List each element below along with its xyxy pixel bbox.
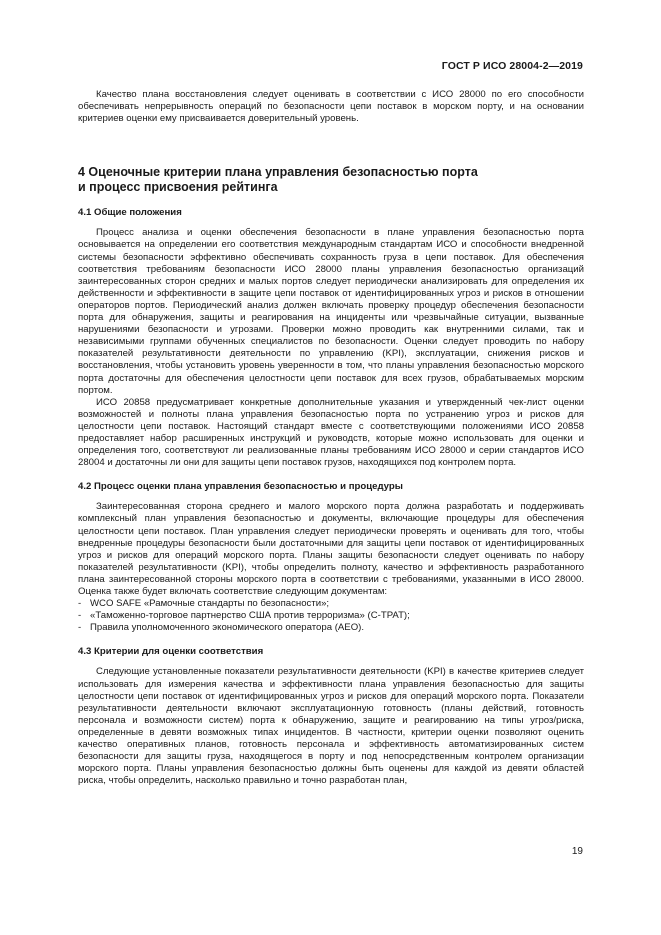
page-number: 19 — [571, 846, 583, 857]
section-4-title-line-2: и процесс присвоения рейтинга — [78, 180, 278, 195]
section-4-title — [78, 165, 584, 195]
list-item: - «Таможенно-торговое партнерство США против терроризма» (C-TPAT); — [78, 610, 410, 622]
subsection-4-1-paragraph-1: Процесс анализа и оценки обеспечения безопасности в плане управления безопасностью порта основывается на определении его соответствия международным стандартам ИСО и способности внедренной системы безопасности эффективно обеспечивать сохранность груза в цепи поставок. Для обеспечения соответствия требованиям безопасности ИСО 28000 планы управления безопасностью организаций заинтересованных сторон средних и малых портов следует периодически анализировать для определения их действенности и эффективности в защите цепи поставок от идентифицированных угроз и рисков в отношении операторов портов. Периодический анализ должен включать проверку процедур обеспечения безопасности порта для обнаружения, защиты и реагирования на инциденты или чрезвычайные ситуации, вызванные нарушениями безопасности и угрозами. Проверки можно проводить как внутренними силами, так и независимыми группами обученных специалистов по безопасности. Оценки следует проводить по набору показателей результативности деятельности по управлению (KPI), эксплуатации, снижения рисков и восстановления, чтобы установить уровень уверенности в том, что планы управления безопасностью морского порта достаточны для обеспечения целостности цепи поставок для всех грузов, обрабатываемых морским портом. — [78, 227, 584, 396]
document-list — [78, 598, 584, 634]
subsection-4-2-title: 4.2 Процесс оценки плана управления безопасностью и процедуры — [78, 481, 403, 493]
subsection-4-1-paragraph-2: ИСО 20858 предусматривает конкретные дополнительные указания и утвержденный чек-лист оценки возможностей и полноты плана управления безопасностью порта по устранению угроз и рисков для целостности цепи поставок. Настоящий стандарт вместе с соответствующими положениями ИСО 20858 предоставляет набор расширенных инструкций и руководств, которые можно использовать для оценки и определения того, соответствуют ли реализованные планы требованиям ИСО 28000 и серии стандартов ИСО 28004 и достаточны ли они для защиты цепи поставок грузов, находящихся под контролем порта. — [78, 396, 584, 469]
section-4-title-line-1: 4 Оценочные критерии плана управления безопасностью порта — [78, 165, 478, 180]
list-item: - Правила уполномоченного экономического оператора (AEO). — [78, 622, 365, 634]
document-body — [78, 89, 584, 787]
intro-paragraph: Качество плана восстановления следует оценивать в соответствии с ИСО 28000 по его способности обеспечивать непрерывность операций по безопасности цепи поставок в морском порту, и на основании критериев оценки ему присваивается доверительный уровень. — [78, 89, 584, 125]
list-item: - WCO SAFE «Рамочные стандарты по безопасности»; — [78, 598, 330, 610]
subsection-4-3-paragraph-1: Следующие установленные показатели результативности деятельности (KPI) в качестве критериев следует использовать для измерения качества и эффективности плана управления безопасностью для защиты целостности цепи поставок от идентифицированных угроз и рисков для операций морского порта. Показатели результативности деятельности включают эксплуатационную готовность (планы действий, готовность персонала и возможности систем) порта к обнаружению, защите и реагированию на типы угроз/риска, определенные в девяти возможных типах инцидентов. В частности, критерии оценки позволяют оценить качество оперативных планов, готовность персонала и эффективность автоматизированных систем безопасности для защиты груза, находящегося в порту и под непосредственным контролем организации морского порта. Планы управления безопасностью должны быть оценены для каждой из девяти областей риска, чтобы определить, насколько правильно и точно разработан план, — [78, 666, 584, 787]
subsection-4-2-paragraph-1: Заинтересованная сторона среднего и малого морского порта должна разработать и поддерживать комплексный план управления безопасностью и документы, включающие процедуры для обеспечения целостности цепи поставок. План управления следует периодически проверять и оценивать для того, чтобы внедренные процедуры безопасности были достаточными для защиты цепи поставок от идентифицированных угроз и рисков для операций морского порта. Планы защиты безопасности следует оценивать по набору показателей результативности (KPI), чтобы определить полноту, качество и эффективность разработанного плана заинтересованной стороны морского порта в соответствии с требованиями, указанными в ИСО 28000. Оценка также будет включать соответствие следующим документам: — [78, 501, 584, 597]
subsection-4-3-title: 4.3 Критерии для оценки соответствия — [78, 646, 264, 658]
subsection-4-1-title: 4.1 Общие положения — [78, 207, 182, 219]
standard-header: ГОСТ Р ИСО 28004-2—2019 — [441, 60, 583, 72]
